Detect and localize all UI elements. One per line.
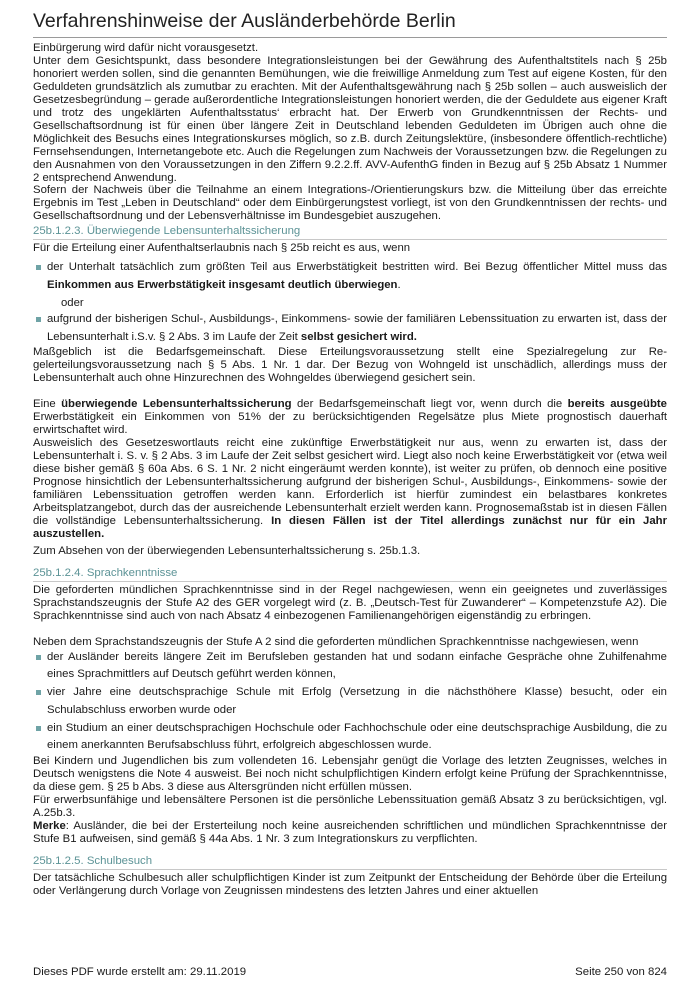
document-body	[33, 42, 667, 898]
paragraph: Zum Absehen von der überwiegenden Lebensunterhaltssicherung s. 25b.1.3.	[33, 544, 421, 557]
paragraph: Sofern der Nachweis über die Teilnahme an einem Integrations-/Orientierungskurs bzw. die Mitteilung über das erreichte Ergebnis im Test „Leben in Deutschland“ oder dem Einbürgerungstest vorliegt, ist von den Grundkenntnissen der rechts- und Gesellschaftsordnung und der Lebensverhältnisse im Bundesgebiet auszugehen.	[33, 184, 667, 223]
square-bullet-icon	[36, 726, 41, 731]
paragraph: Eine überwiegende Lebensunterhaltssicherung der Bedarfsgemeinschaft liegt vor, wenn durch die bereits ausgeübte Erwerbstätigkeit ein Einkommen von 51% der zu berücksichtigenden Regelsätze plus Miete prognostisch dauerhaft erwirtschaftet wird.	[33, 398, 667, 437]
square-bullet-icon	[36, 690, 41, 695]
paragraph: Maßgeblich ist die Bedarfsgemeinschaft. Diese Erteilungsvoraussetzung stellt eine Spezialregelung zur Re-gelerteilungsvoraussetzung nach § 5 Abs. 1 Nr. 1 dar. Der Bezug von Wohngeld ist unschädlich, allerdings muss der Lebensunterhalt auch ohne Hinzurechnen des Wohngeldes überwiegend gesichert sein.	[33, 346, 667, 385]
paragraph: Bei Kindern und Jugendlichen bis zum vollendeten 16. Lebensjahr genügt die Vorlage des letzten Zeugnisses, welches in Deutsch wenigstens die Note 4 ausweist. Bei noch nicht schulpflichtigen Kindern erfolgt keine Prüfung der Sprachkenntnisse, da diese gem. § 25 b Abs. 3 diese aus Altersgründen nicht erfüllen müssen.	[33, 755, 667, 794]
bullet-list	[33, 311, 667, 347]
page-header	[33, 10, 667, 38]
page-title: Verfahrenshinweise der Ausländerbehörde Berlin	[33, 10, 456, 32]
list-item: ein Studium an einer deutschsprachigen Hochschule oder Fachhochschule oder eine deutschsprachige Ausbildung, die zu einem anerkannten Berufsabschluss führt, erfolgreich abgeschlossen wurde.	[33, 720, 667, 756]
list-item: aufgrund der bisherigen Schul-, Ausbildungs-, Einkommens- sowie der familiären Lebenssituation zu erwarten ist, dass der Lebensunterhalt i.S.v. § 2 Abs. 3 im Laufe der Zeit selbst gesichert wird.	[33, 311, 667, 347]
created-date: Dieses PDF wurde erstellt am: 29.11.2019	[33, 966, 247, 978]
square-bullet-icon	[36, 265, 41, 270]
paragraph: Neben dem Sprachstandszeugnis der Stufe A 2 sind die geforderten mündlichen Sprachkenntnisse nachgewiesen, wenn	[33, 635, 639, 648]
paragraph: Für erwerbsunfähige und lebensältere Personen ist die persönliche Lebenssituation gemäß Absatz 3 zu berücksichtigen, vgl. A.25b.3.	[33, 794, 667, 820]
paragraph: Ausweislich des Gesetzeswortlauts reicht eine zukünftige Erwerbstätigkeit nur aus, wenn zu erwarten ist, dass der Lebensunterhalt i. S. v. § 2 Abs. 3 im Laufe der Zeit selbst gesichert wird. Liegt also noch keine Erwerbstätigkeit vor (etwa weil diese bisher gemäß § 60a Abs. 6 S. 1 Nr. 2 nicht eingeräumt werden konnte), ist weiter zu prüfen, ob dennoch eine positive Prognose hinsichtlich der Lebensunterhaltssicherung aufgrund der bisherigen Schul-, Ausbildungs-, Einkommens- sowie der familiären Lebenssituation getroffen werden kann. Erforderlich ist hierfür zumindest ein belastbares konkretes Arbeitsplatzangebot, durch das der ausreichende Lebensunterhalt erzielt werden kann. Prognosemaßstab ist in diesen Fällen die vollständige Lebensunterhaltssicherung. In diesen Fällen ist der Titel allerdings zunächst nur für ein Jahr auszustellen.	[33, 437, 668, 540]
list-item: vier Jahre eine deutschsprachige Schule mit Erfolg (Versetzung in die nächsthöhere Klasse) besucht, oder ein Schulabschluss erworben wurde oder	[33, 684, 667, 720]
bullet-list	[33, 259, 667, 295]
list-item: der Ausländer bereits längere Zeit im Berufsleben gestanden hat und sodann einfache Gespräche ohne Zuhilfenahme eines Sprachmittlers auf Deutsch geführt werden können,	[33, 649, 667, 685]
paragraph: Der tatsächliche Schulbesuch aller schulpflichtigen Kinder ist zum Zeitpunkt der Entscheidung der Behörde über die Erteilung oder Verlängerung durch Vorlage von Zeugnissen mindestens des letzten Jahres und einer aktuellen	[33, 871, 667, 897]
paragraph: Für die Erteilung einer Aufenthaltserlaubnis nach § 25b reicht es aus, wenn	[33, 242, 411, 255]
section-heading: 25b.1.2.3. Überwiegende Lebensunterhaltssicherung	[33, 225, 667, 240]
oder-text: oder	[61, 296, 84, 309]
bullet-list	[33, 649, 667, 756]
page-number: Seite 250 von 824	[575, 966, 667, 978]
paragraph: Die geforderten mündlichen Sprachkenntnisse sind in der Regel nachgewiesen, wenn ein geeignetes und zuverlässiges Sprachstandszeugnis der Stufe A2 des GER vorgelegt wird (z. B. „Deutsch-Test für Zuwanderer“ – Kompetenzstufe A2). Die Sprachkenntnisse sind auch von nach Absatz 4 einbezogenen Familienangehörigen eigenständig zu erbringen.	[33, 583, 667, 622]
square-bullet-icon	[36, 317, 41, 322]
paragraph: Einbürgerung wird dafür nicht vorausgesetzt.	[33, 42, 259, 54]
paragraph: Unter dem Gesichtspunkt, dass besondere Integrationsleistungen bei der Gewährung des Aufenthaltstitels nach § 25b honoriert werden sollen, sind die genannten Bemühungen, wie die freiwillige Anmeldung zum Test auf eigene Kosten, für den Geduldeten grundsätzlich als zumutbar zu erachten. Mit der Aufenthaltsgewährung nach § 25b sollen – auch ausweislich der Gesetzesbegründung – gerade außerordentliche Integrationsleistungen honoriert werden, die der Geduldete aus eigener Kraft und trotz des ungeklärten Aufenthaltsstatus‘ erbracht hat. Der Erwerb von Grundkenntnissen der Rechts- und Gesellschaftsordnung ist für einen über längere Zeit in Deutschland lebenden Geduldeten im Übrigen auch ohne die Möglichkeit des Besuchs eines Integrationskurses möglich, so z.B. durch Zeitungslektüre, (insbesondere öffentlich-rechtliche) Fernsehsendungen, Internetangebote etc. Auch die Regelungen zum Nachweis der Voraussetzungen bzw. die Regelungen zu den Ausnahmen von den Voraussetzungen in den Ziffern 9.2.2.ff. AVV-AufenthG finden in Bezug auf § 25b Absatz 1 Nummer 2 entsprechend Anwendung.	[33, 54, 667, 184]
section-heading: 25b.1.2.5. Schulbesuch	[33, 855, 667, 870]
list-item: der Unterhalt tatsächlich zum größten Teil aus Erwerbstätigkeit bestritten wird. Bei Bezug öffentlicher Mittel muss das Einkommen aus Erwerbstätigkeit insgesamt deutlich überwiegen.	[33, 259, 667, 295]
section-heading: 25b.1.2.4. Sprachkenntnisse	[33, 567, 667, 582]
paragraph: Merke: Ausländer, die bei der Ersterteilung noch keine ausreichenden schriftlichen und mündlichen Sprachkenntnisse der Stufe B1 aufweisen, sind gemäß § 44a Abs. 1 Nr. 3 zum Integrationskurs zu verpflichten.	[33, 820, 667, 845]
square-bullet-icon	[36, 655, 41, 660]
page-footer	[33, 966, 667, 978]
